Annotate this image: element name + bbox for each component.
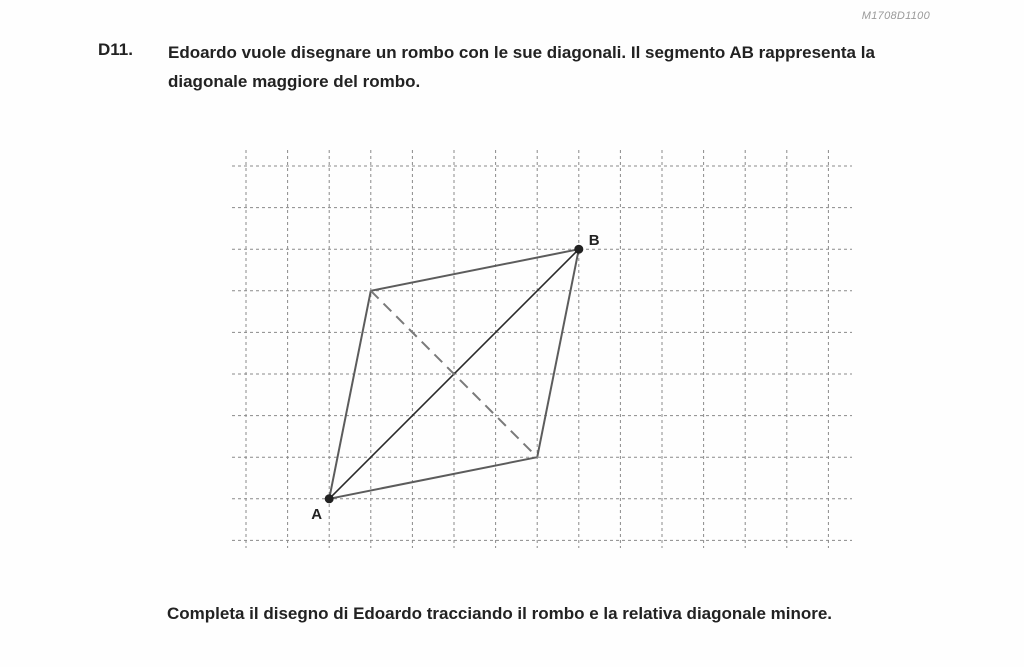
- point-a: [325, 494, 334, 503]
- point-a-label: A: [311, 505, 323, 523]
- instruction-text: Completa il disegno di Edoardo tracciando il rombo e la relativa diagonale minore.: [167, 604, 833, 623]
- rhombus-side: [329, 457, 537, 499]
- point-b-label: B: [588, 232, 600, 250]
- rhombus-side: [537, 249, 579, 457]
- point-b: [574, 245, 583, 254]
- dashed-grid: [232, 150, 852, 548]
- question-text: Edoardo vuole disegnare un rombo con le sue diagonali. Il segmento AB rappresenta la diagonale maggiore del rombo.: [168, 43, 875, 91]
- question-number: D11.: [98, 40, 133, 59]
- points: [311, 232, 600, 523]
- item-code: M1708D1100: [861, 10, 930, 22]
- rhombus-side: [371, 249, 579, 291]
- rhombus-side: [329, 291, 371, 499]
